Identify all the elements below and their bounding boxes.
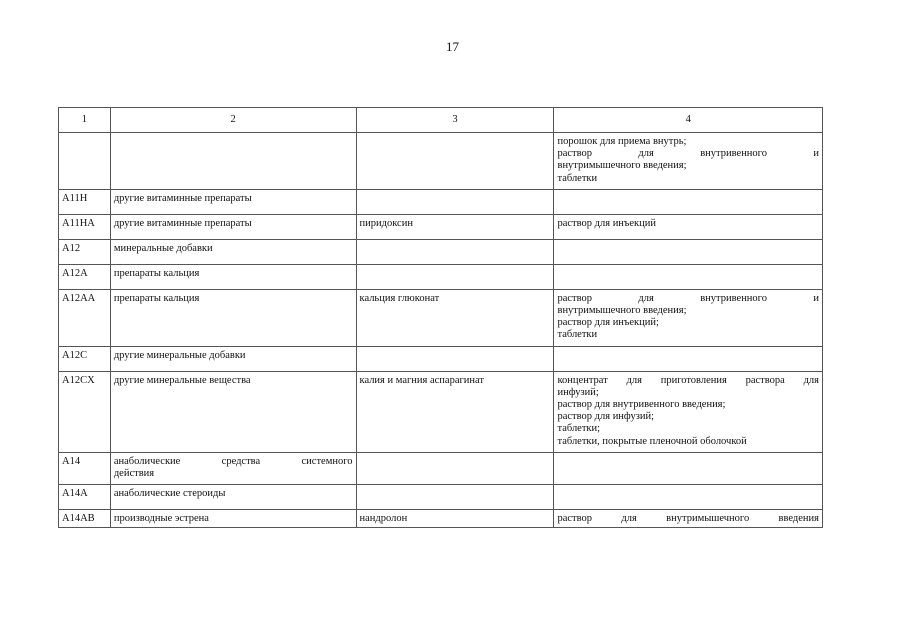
atc-code-cell: A14AB [59,510,111,528]
dosage-form-line: раствор для инъекций [557,217,656,229]
dosage-form-line: раствор для внутривенного введения; [557,399,726,411]
group-name-cell: другие минеральные вещества [110,371,356,452]
group-name-cell: производные эстрена [110,510,356,528]
dosage-form-line: раствор для внутримышечного введения [557,513,819,525]
atc-code-cell: A11HA [59,214,111,239]
dosage-form-line: таблетки; [557,423,601,435]
dosage-form-line: таблетки [557,172,598,184]
substance-cell [356,264,554,289]
substance-cell: нандролон [356,510,554,528]
table-header-row [59,108,823,133]
table-row [59,189,823,214]
group-name-line: анаболические средства системного [113,455,353,467]
atc-code-cell: A12A [59,264,111,289]
dosage-forms-cell [554,510,823,528]
table-row [59,214,823,239]
dosage-form-line: раствор для инфузий; [557,411,655,423]
column-header-1: 1 [59,108,111,133]
column-header-2: 2 [110,108,356,133]
dosage-form-line: порошок для приема внутрь; [557,136,687,147]
atc-code-cell: A12 [59,239,111,264]
group-name-cell [110,452,356,484]
dosage-form-line: инфузий; [557,386,599,398]
table-row [59,346,823,371]
substance-cell [356,346,554,371]
page-number: 17 [446,39,459,54]
table-row [59,264,823,289]
dosage-forms-cell [554,214,823,239]
table-row [59,371,823,452]
substance-cell [356,133,554,190]
atc-code-cell: A11H [59,189,111,214]
column-header-4: 4 [554,108,823,133]
atc-code-cell: A14 [59,452,111,484]
table-row [59,510,823,528]
atc-code-cell: A12CX [59,371,111,452]
dosage-forms-cell [554,371,823,452]
dosage-form-line: раствор для внутривенного и [557,292,819,304]
group-name-cell: другие витаминные препараты [110,189,356,214]
column-header-3: 3 [356,108,554,133]
atc-code-cell [59,133,111,190]
substance-cell [356,189,554,214]
dosage-form-line: раствор для внутривенного и [557,148,819,160]
atc-code-cell: A12AA [59,289,111,346]
table-row [59,239,823,264]
dosage-forms-cell [554,239,823,264]
group-name-cell: препараты кальция [110,264,356,289]
group-name-cell: минеральные добавки [110,239,356,264]
dosage-form-line: таблетки, покрытые пленочной оболочкой [557,435,747,447]
dosage-forms-cell [554,452,823,484]
drug-classification-table [58,107,823,528]
group-name-cell: препараты кальция [110,289,356,346]
dosage-form-line: внутримышечного введения; [557,305,687,317]
dosage-form-line: таблетки [557,329,598,341]
dosage-form-line: раствор для инъекций; [557,317,659,329]
table-row [59,289,823,346]
group-name-cell: анаболические стероиды [110,485,356,510]
dosage-forms-cell [554,264,823,289]
group-name-line: действия [113,468,155,480]
substance-cell [356,485,554,510]
substance-cell: кальция глюконат [356,289,554,346]
substance-cell [356,452,554,484]
table-row [59,485,823,510]
group-name-cell [110,133,356,190]
dosage-forms-cell [554,485,823,510]
table-row [59,133,823,190]
table-row [59,452,823,484]
dosage-form-line: концентрат для приготовления раствора для [557,374,819,386]
group-name-cell: другие минеральные добавки [110,346,356,371]
dosage-forms-cell [554,133,823,190]
substance-cell [356,239,554,264]
dosage-form-line: внутримышечного введения; [557,160,687,172]
substance-cell: пиридоксин [356,214,554,239]
dosage-forms-cell [554,189,823,214]
atc-code-cell: A12C [59,346,111,371]
dosage-forms-cell [554,346,823,371]
atc-code-cell: A14A [59,485,111,510]
group-name-cell: другие витаминные препараты [110,214,356,239]
dosage-forms-cell [554,289,823,346]
substance-cell: калия и магния аспарагинат [356,371,554,452]
